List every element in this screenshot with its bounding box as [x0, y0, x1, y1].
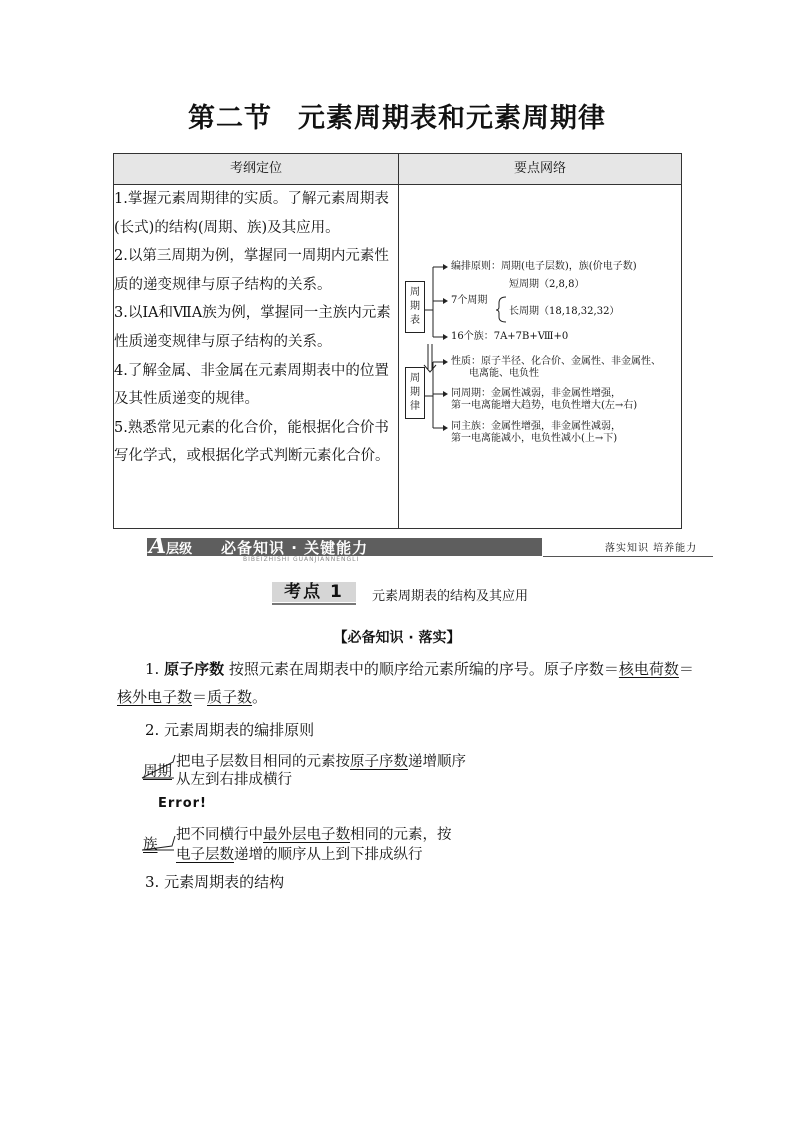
level-banner-slogan: 落实知识 培养能力 [605, 543, 698, 554]
kaodian-label: 考点 1 [272, 582, 356, 602]
header-key-network: 要点网络 [399, 154, 682, 185]
equals-sign: ＝ [678, 660, 694, 678]
level-badge [149, 533, 192, 559]
goal-item: 2.以第三周期为例，掌握同一周期内元素性质的递变规律与原子结构的关系。 [114, 248, 389, 293]
network-same-group: 同主族：金属性增强，非金属性减弱， [451, 421, 621, 432]
family-text: 递增的顺序从上到下排成纵行 [234, 847, 423, 863]
family-text: 相同的元素，按 [350, 827, 452, 843]
level-banner-pinyin: BIBEIZHISHI GUANJIANNENGLI [243, 556, 360, 563]
answer-electron-count: 核外电子数 [117, 688, 193, 706]
concept-network [399, 185, 681, 528]
network-properties-cont: 电离能、电负性 [469, 368, 539, 379]
goal-item: 4.了解金属、非金属在元素周期表中的位置及其性质递变的规律。 [114, 362, 389, 408]
kaodian-title: 元素周期表的结构及其应用 [372, 589, 529, 604]
period-text: 递增顺序 [408, 754, 466, 770]
level-banner [143, 535, 713, 563]
answer-nuclear-charge: 核电荷数 [618, 660, 679, 678]
paragraph-arrangement-rules [117, 716, 695, 744]
period-text: 把电子层数目相同的元素按 [176, 754, 350, 770]
answer-electron-shells: 电子层数 [176, 847, 234, 863]
network-same-group-cont: 第一电离能减小，电负性减小(上→下) [451, 433, 618, 444]
paragraph-atomic-number [117, 655, 695, 711]
page-title [0, 96, 794, 135]
exam-goals-cell [114, 185, 399, 529]
term-atomic-number: 原子序数 [164, 660, 225, 678]
goal-item: 3.以ⅠA和ⅦA族为例，掌握同一主族内元素性质递变规律与原子结构的关系。 [114, 305, 391, 350]
network-same-period: 同周期：金属性减弱，非金属性增强， [451, 388, 621, 399]
network-short-periods: 短周期（2,8,8） [509, 279, 585, 290]
paragraph-table-structure [117, 868, 695, 896]
header-exam-goals: 考纲定位 [114, 154, 399, 185]
table-structure-title: 元素周期表的结构 [164, 873, 285, 891]
error-message: Error! [158, 796, 207, 811]
periodic-table-box: 周期表 [405, 281, 425, 333]
network-sixteen-groups: 16个族：7A+7B+Ⅷ+0 [451, 331, 569, 342]
arrangement-rules-title: 元素周期表的编排原则 [164, 721, 315, 739]
answer-outer-electrons: 最外层电子数 [263, 827, 350, 843]
item-number: 3. [145, 873, 160, 891]
family-label: 族 [143, 837, 158, 853]
level-word: 层级 [166, 542, 193, 557]
title-section: 第二节 [188, 103, 272, 134]
level-letter: A [149, 533, 167, 559]
answer-proton-count: 质子数 [207, 688, 253, 706]
level-banner-rule [543, 556, 713, 557]
network-properties: 性质：原子半径、化合价、金属性、非金属性、 [451, 356, 661, 367]
equals-sign: ＝ [192, 688, 208, 706]
network-seven-periods: 7个周期 [451, 295, 488, 306]
section-subheading: 【必备知识 · 落实】 [333, 630, 461, 646]
family-line-2 [176, 843, 423, 864]
periodic-law-box: 周期律 [405, 367, 425, 419]
definition-text: 按照元素在周期表中的顺序给元素所编的序号。原子序数＝ [228, 660, 619, 678]
outline-table [113, 153, 682, 529]
network-same-period-cont: 第一电离能增大趋势，电负性增大(左→右) [451, 400, 638, 411]
period-line-2: 从左到右排成横行 [176, 772, 292, 788]
network-long-periods: 长周期（18,18,32,32） [509, 306, 620, 317]
network-cell [399, 185, 682, 529]
item-number: 2. [145, 721, 160, 739]
level-banner-title: 必备知识 · 关键能力 [221, 539, 369, 557]
period-mark: 。 [252, 688, 268, 706]
family-line-1 [176, 823, 452, 844]
goal-item: 5.熟悉常见元素的化合价，能根据化合价书写化学式，或根据化学式判断元素化合价。 [114, 419, 390, 465]
answer-atomic-number: 原子序数 [350, 754, 408, 770]
network-arrangement-rule: 编排原则：周期(电子层数)，族(价电子数) [451, 261, 637, 272]
period-label: 周期 [143, 764, 172, 780]
family-text: 把不同横行中 [176, 827, 263, 843]
goal-item: 1.掌握元素周期律的实质。了解元素周期表(长式)的结构(周期、族)及其应用。 [114, 191, 389, 236]
title-topic: 元素周期表和元素周期律 [298, 103, 606, 134]
item-number: 1. [145, 660, 160, 678]
